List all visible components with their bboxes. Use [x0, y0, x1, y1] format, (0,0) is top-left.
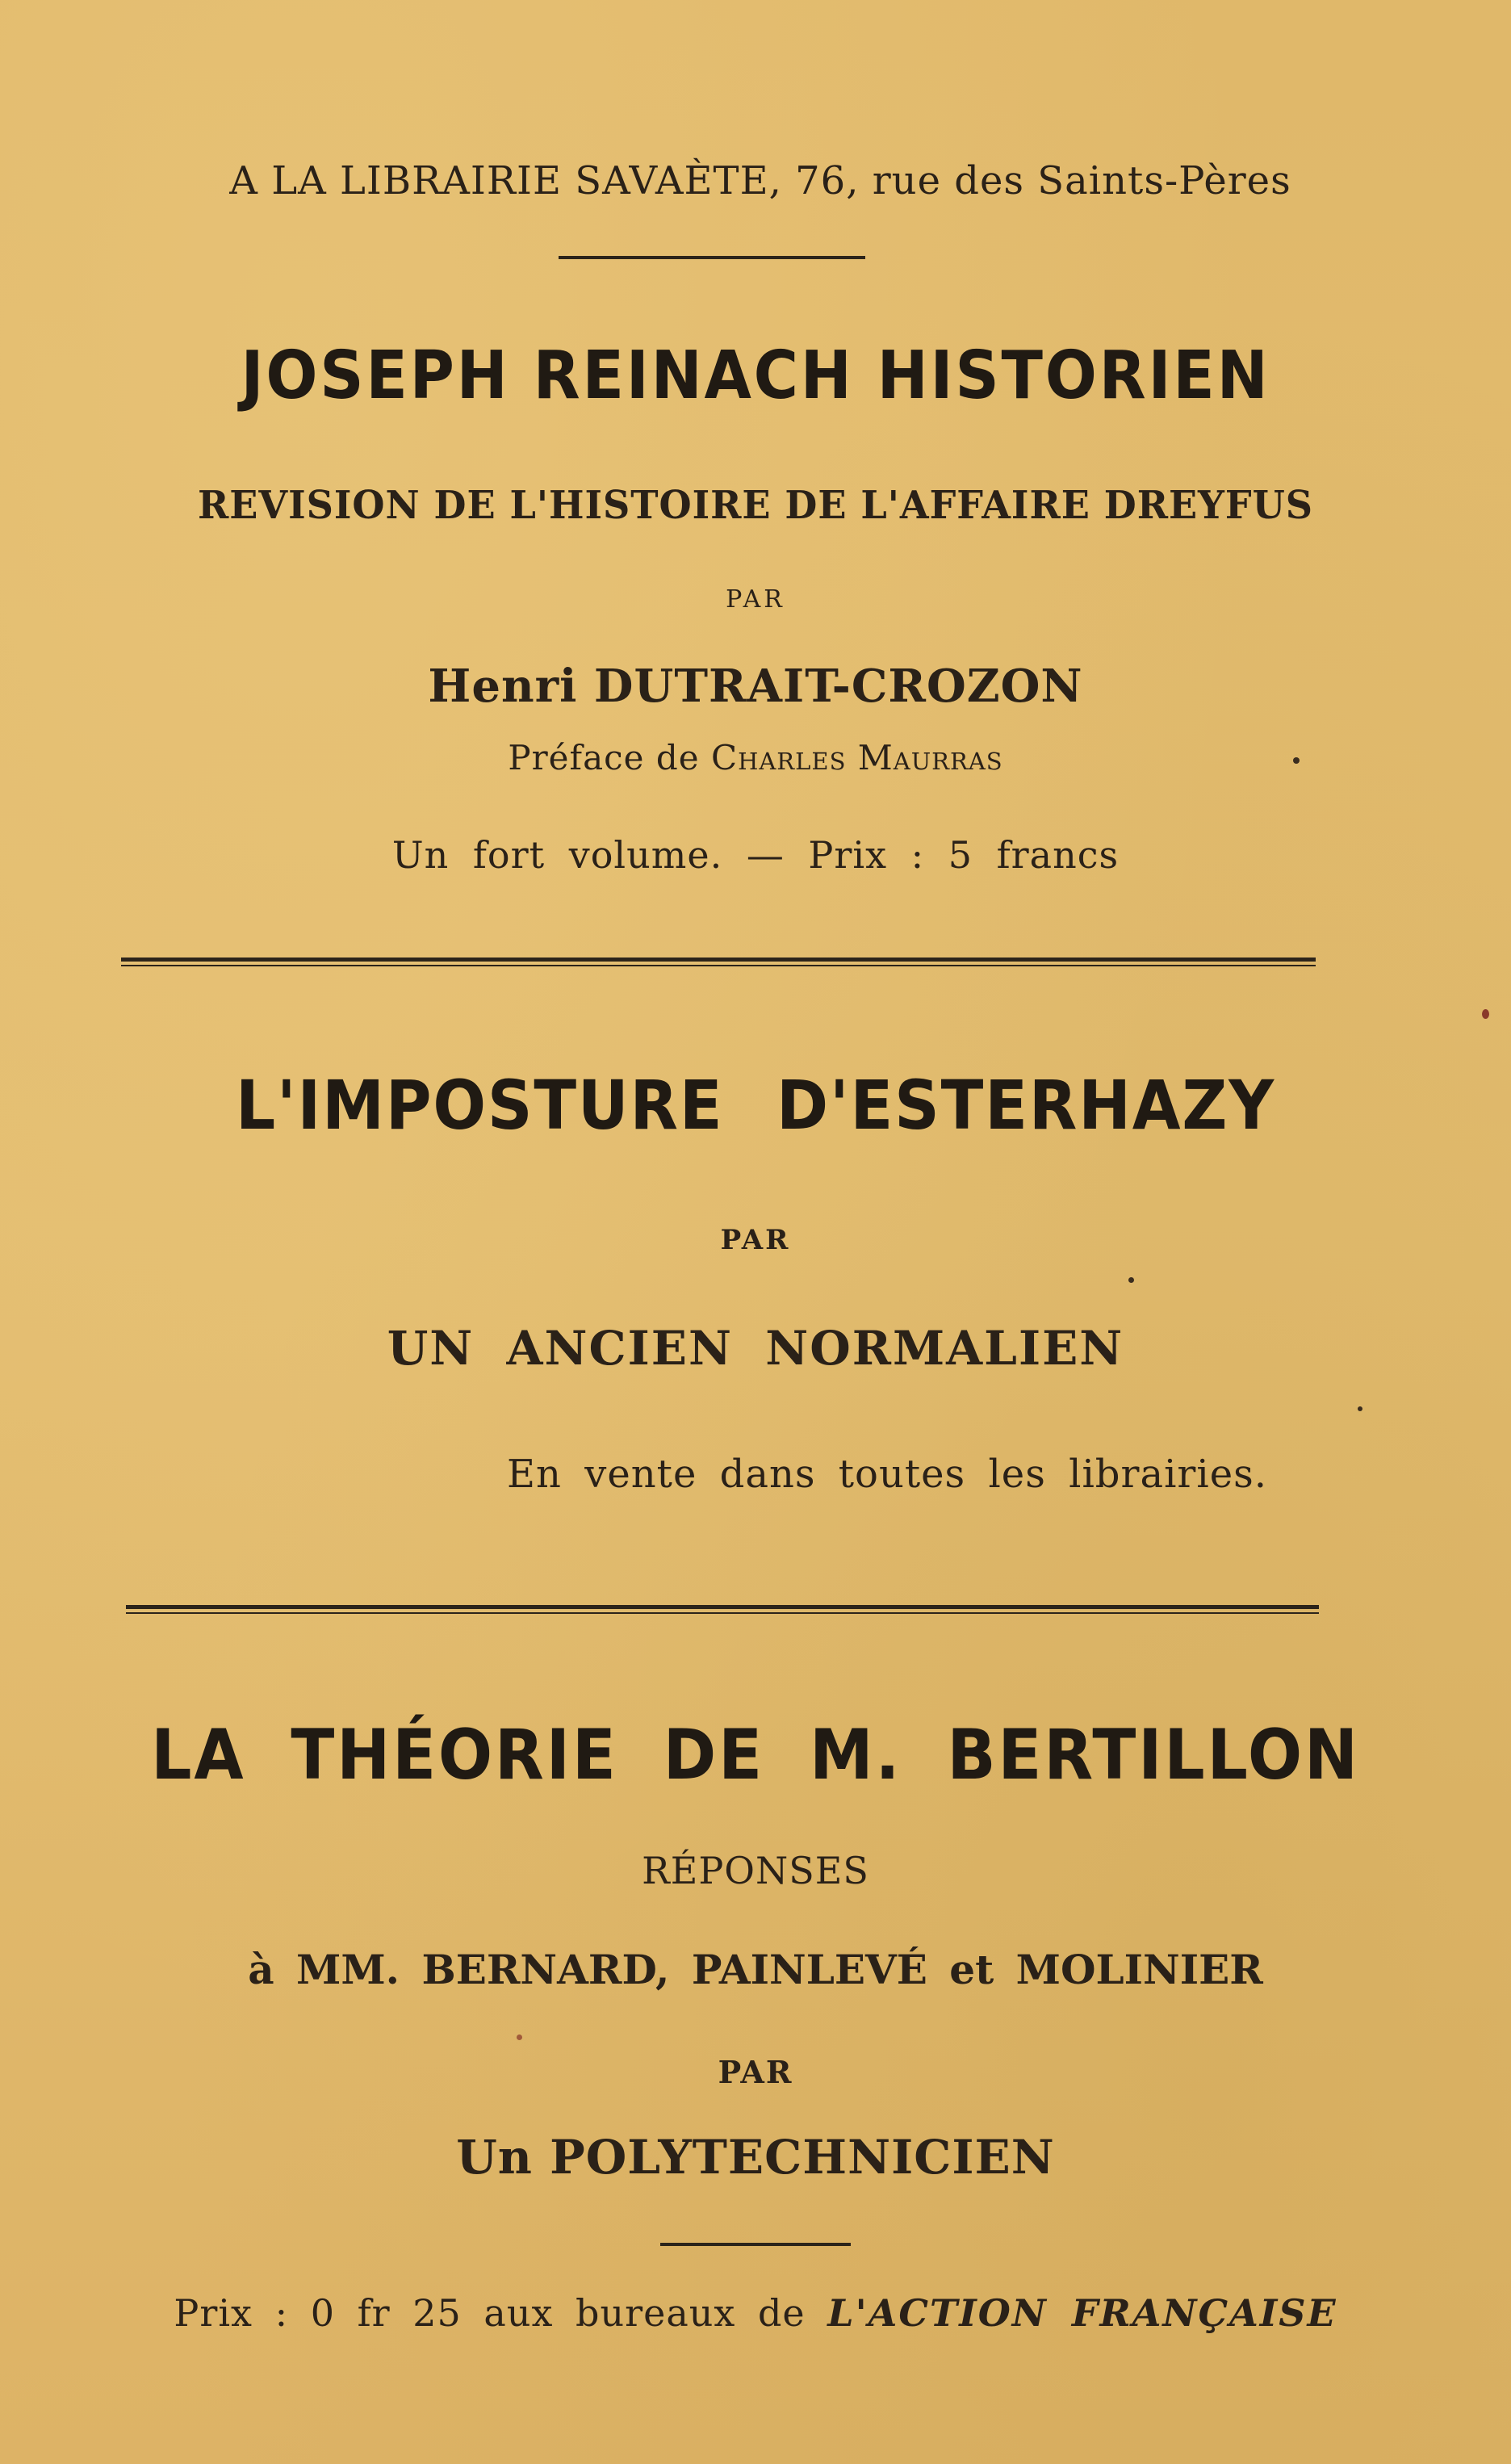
book3-par: PAR	[718, 2054, 793, 2090]
book1-preface	[0, 738, 1511, 777]
footer-price-prefix: Prix : 0 fr 25 aux bureaux de	[174, 2291, 806, 2335]
book1-par: PAR	[726, 585, 785, 614]
book2-divider	[126, 1605, 1319, 1614]
book2-title: L'IMPOSTURE D'ESTERHAZY	[235, 1066, 1276, 1145]
book1-subtitle: REVISION DE L'HISTOIRE DE L'AFFAIRE DREYFUS	[198, 483, 1313, 528]
footer-journal: L'ACTION FRANÇAISE	[827, 2291, 1337, 2335]
ink-speck	[1358, 1406, 1362, 1411]
book2-par: PAR	[720, 1224, 791, 1256]
ink-speck	[1482, 1009, 1489, 1019]
book3-title: LA THÉORIE DE M. BERTILLON	[151, 1715, 1360, 1796]
book2-availability: En vente dans toutes les librairies.	[507, 1452, 1268, 1497]
book3-addressees: à MM. BERNARD, PAINLEVÉ et MOLINIER	[248, 1946, 1263, 1993]
book3-author: Un POLYTECHNICIEN	[456, 2130, 1055, 2185]
header-divider	[559, 256, 865, 259]
book1-price: Un fort volume. — Prix : 5 francs	[391, 833, 1120, 877]
book1-author: Henri DUTRAIT-CROZON	[428, 660, 1083, 713]
ink-speck	[1128, 1277, 1134, 1283]
book3-responses: RÉPONSES	[642, 1849, 869, 1892]
book1-preface-author: Charles Maurras	[710, 738, 1003, 777]
ink-speck	[1293, 757, 1300, 764]
footer-price	[0, 2291, 1511, 2335]
ink-speck	[517, 2034, 522, 2040]
bookshop-address: A LA LIBRAIRIE SAVAÈTE, 76, rue des Saints-Pères	[229, 158, 1291, 203]
book2-author: UN ANCIEN NORMALIEN	[387, 1321, 1124, 1376]
book1-preface-prefix: Préface de	[508, 738, 700, 777]
book1-title: JOSEPH REINACH HISTORIEN	[241, 337, 1270, 414]
book1-divider	[121, 958, 1316, 966]
book3-divider	[660, 2243, 851, 2246]
